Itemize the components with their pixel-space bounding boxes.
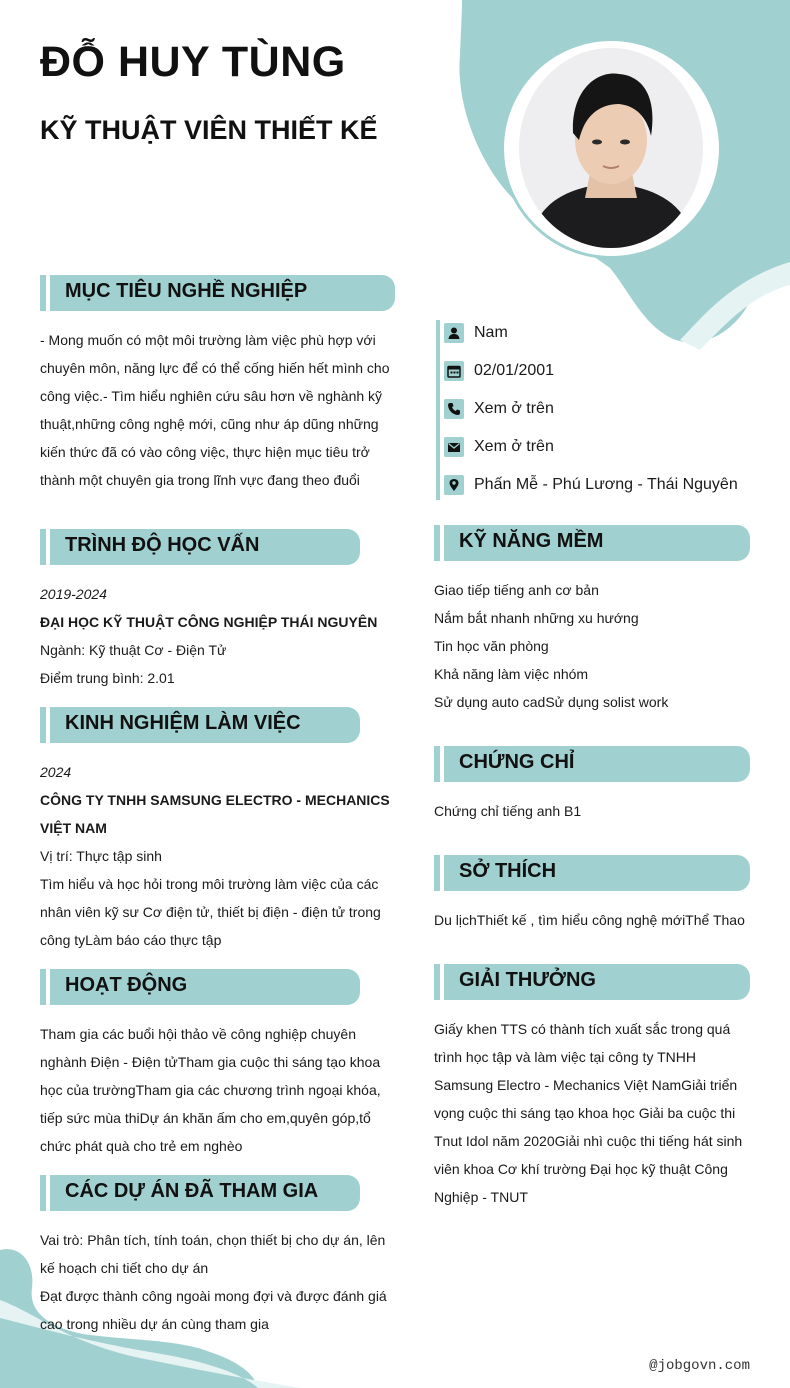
- text-line: Nghiệp - TNUT: [434, 1189, 528, 1205]
- text-line: tiếp sức mùa thiDự án khăn ấm cho em,quyên góp,tổ: [40, 1110, 371, 1126]
- section-header-objective: [40, 275, 395, 311]
- activities-text: [40, 1020, 395, 1160]
- list-item: Giao tiếp tiếng anh cơ bản: [434, 582, 599, 598]
- mail-icon: [444, 437, 464, 457]
- text-line: cao trong nhiều dự án cùng tham gia: [40, 1316, 269, 1332]
- experience-company: CÔNG TY TNHH SAMSUNG ELECTRO - MECHANICS: [40, 792, 390, 808]
- birthday-value: 02/01/2001: [474, 362, 555, 379]
- phone-icon: [444, 399, 464, 419]
- education-period: 2019-2024: [40, 586, 107, 602]
- section-title: KỸ NĂNG MỀM: [459, 530, 604, 552]
- education-block: [40, 580, 400, 692]
- contact-address: [444, 471, 738, 499]
- awards-text: [434, 1015, 754, 1211]
- text-line: Tham gia các buổi hội thảo về công nghiệp chuyên: [40, 1026, 356, 1042]
- gender-value: Nam: [474, 324, 508, 341]
- text-line: công tyLàm báo cáo thực tập: [40, 932, 222, 948]
- section-title: GIẢI THƯỞNG: [459, 969, 596, 991]
- section-title: MỤC TIÊU NGHỀ NGHIỆP: [65, 280, 308, 302]
- contact-birthday: [444, 357, 554, 385]
- experience-company: VIỆT NAM: [40, 820, 107, 836]
- education-gpa: Điểm trung bình: 2.01: [40, 670, 175, 686]
- section-header-awards: [434, 964, 750, 1000]
- location-pin-icon: [444, 475, 464, 495]
- section-title: TRÌNH ĐỘ HỌC VẤN: [65, 534, 260, 556]
- experience-position: Vị trí: Thực tập sinh: [40, 848, 162, 864]
- text-line: Vai trò: Phân tích, tính toán, chọn thiết bị cho dự án, lên: [40, 1232, 386, 1248]
- section-title: HOẠT ĐỘNG: [65, 974, 188, 996]
- hobbies-line: Du lịchThiết kế , tìm hiểu công nghệ mớiThể Thao: [434, 912, 745, 928]
- list-item: Chứng chỉ tiếng anh B1: [434, 803, 582, 819]
- projects-text: [40, 1226, 395, 1338]
- section-header-experience: [40, 707, 360, 743]
- contact-gender: [444, 319, 508, 347]
- experience-block: [40, 758, 395, 954]
- experience-year: 2024: [40, 764, 72, 780]
- text-line: Tìm hiểu và học hỏi trong môi trường làm việc của các: [40, 876, 379, 892]
- contact-phone: [444, 395, 554, 423]
- contact-email: [444, 433, 554, 461]
- text-line: - Mong muốn có một môi trường làm việc phù hợp với: [40, 332, 376, 348]
- list-item: Khả năng làm việc nhóm: [434, 666, 589, 682]
- section-title: CHỨNG CHỈ: [459, 751, 575, 773]
- education-major: Ngành: Kỹ thuật Cơ - Điện Tử: [40, 642, 227, 658]
- text-line: trình học tập và làm việc tại công ty TNHH: [434, 1049, 696, 1065]
- contact-divider: [436, 320, 440, 500]
- text-line: vọng cuộc thi sáng tạo khoa học Giải ba cuộc thi: [434, 1105, 736, 1121]
- text-line: học của trườngTham gia các chương trình ngoại khóa,: [40, 1082, 381, 1098]
- text-line: Giấy khen TTS có thành tích xuất sắc trong quá: [434, 1021, 731, 1037]
- list-item: Sử dụng auto cadSử dụng solist work: [434, 694, 669, 710]
- section-header-projects: [40, 1175, 360, 1211]
- text-line: chuyên môn, năng lực để có thể cống hiến hết mình cho: [40, 360, 390, 376]
- section-header-education: [40, 529, 360, 565]
- text-line: Samsung Electro - Mechanics Việt NamGiải triển: [434, 1077, 738, 1093]
- text-line: kế hoạch chi tiết cho dự án: [40, 1260, 209, 1276]
- footer-brand: @jobgovn.com: [649, 1358, 750, 1374]
- avatar: [519, 48, 703, 248]
- text-line: kiến thức đã có vào công việc, thực hiện mục tiêu trở: [40, 444, 370, 460]
- text-line: nhân viên kỹ sư Cơ điện tử, thiết bị điện - điện tử trong: [40, 904, 381, 920]
- text-line: chức phát quà cho trẻ em nghèo: [40, 1138, 243, 1154]
- text-line: thành một chuyên gia trong lĩnh vực đang theo đuổi: [40, 472, 360, 488]
- list-item: Nắm bắt nhanh những xu hướng: [434, 610, 639, 626]
- job-title: KỸ THUẬT VIÊN THIẾT KẾ: [40, 115, 378, 145]
- objective-text: [40, 326, 400, 494]
- text-line: Tnut Idol năm 2020Giải nhì cuộc thi tiếng hát sinh: [434, 1133, 743, 1149]
- text-line: Đạt được thành công ngoài mong đợi và được đánh giá: [40, 1288, 387, 1304]
- certificates-list: [434, 797, 754, 825]
- phone-value: Xem ở trên: [474, 400, 554, 417]
- section-header-hobbies: [434, 855, 750, 891]
- hobbies-text: [434, 906, 754, 934]
- soft-skills-list: [434, 576, 754, 716]
- section-title: CÁC DỰ ÁN ĐÃ THAM GIA: [65, 1180, 319, 1202]
- candidate-name: ĐỖ HUY TÙNG: [40, 38, 346, 86]
- text-line: viên khoa Cơ khí trường Đại học kỹ thuật Công: [434, 1161, 728, 1177]
- email-value: Xem ở trên: [474, 438, 554, 455]
- section-title: KINH NGHIỆM LÀM VIỆC: [65, 712, 301, 734]
- section-title: SỞ THÍCH: [459, 860, 557, 882]
- address-value: Phấn Mễ - Phú Lương - Thái Nguyên: [474, 476, 738, 493]
- section-header-certificates: [434, 746, 750, 782]
- calendar-icon: [444, 361, 464, 381]
- section-header-activities: [40, 969, 360, 1005]
- text-line: công việc.- Tìm hiểu nghiên cứu sâu hơn về nghành kỹ: [40, 388, 383, 404]
- person-icon: [444, 323, 464, 343]
- education-school: ĐẠI HỌC KỸ THUẬT CÔNG NGHIỆP THÁI NGUYÊN: [40, 614, 378, 630]
- text-line: thuật,những công nghệ mới, cũng như áp dũng những: [40, 416, 379, 432]
- section-header-soft-skills: [434, 525, 750, 561]
- list-item: Tin học văn phòng: [434, 638, 549, 654]
- text-line: nghành Điện - Điện tửTham gia cuộc thi sáng tạo khoa: [40, 1054, 381, 1070]
